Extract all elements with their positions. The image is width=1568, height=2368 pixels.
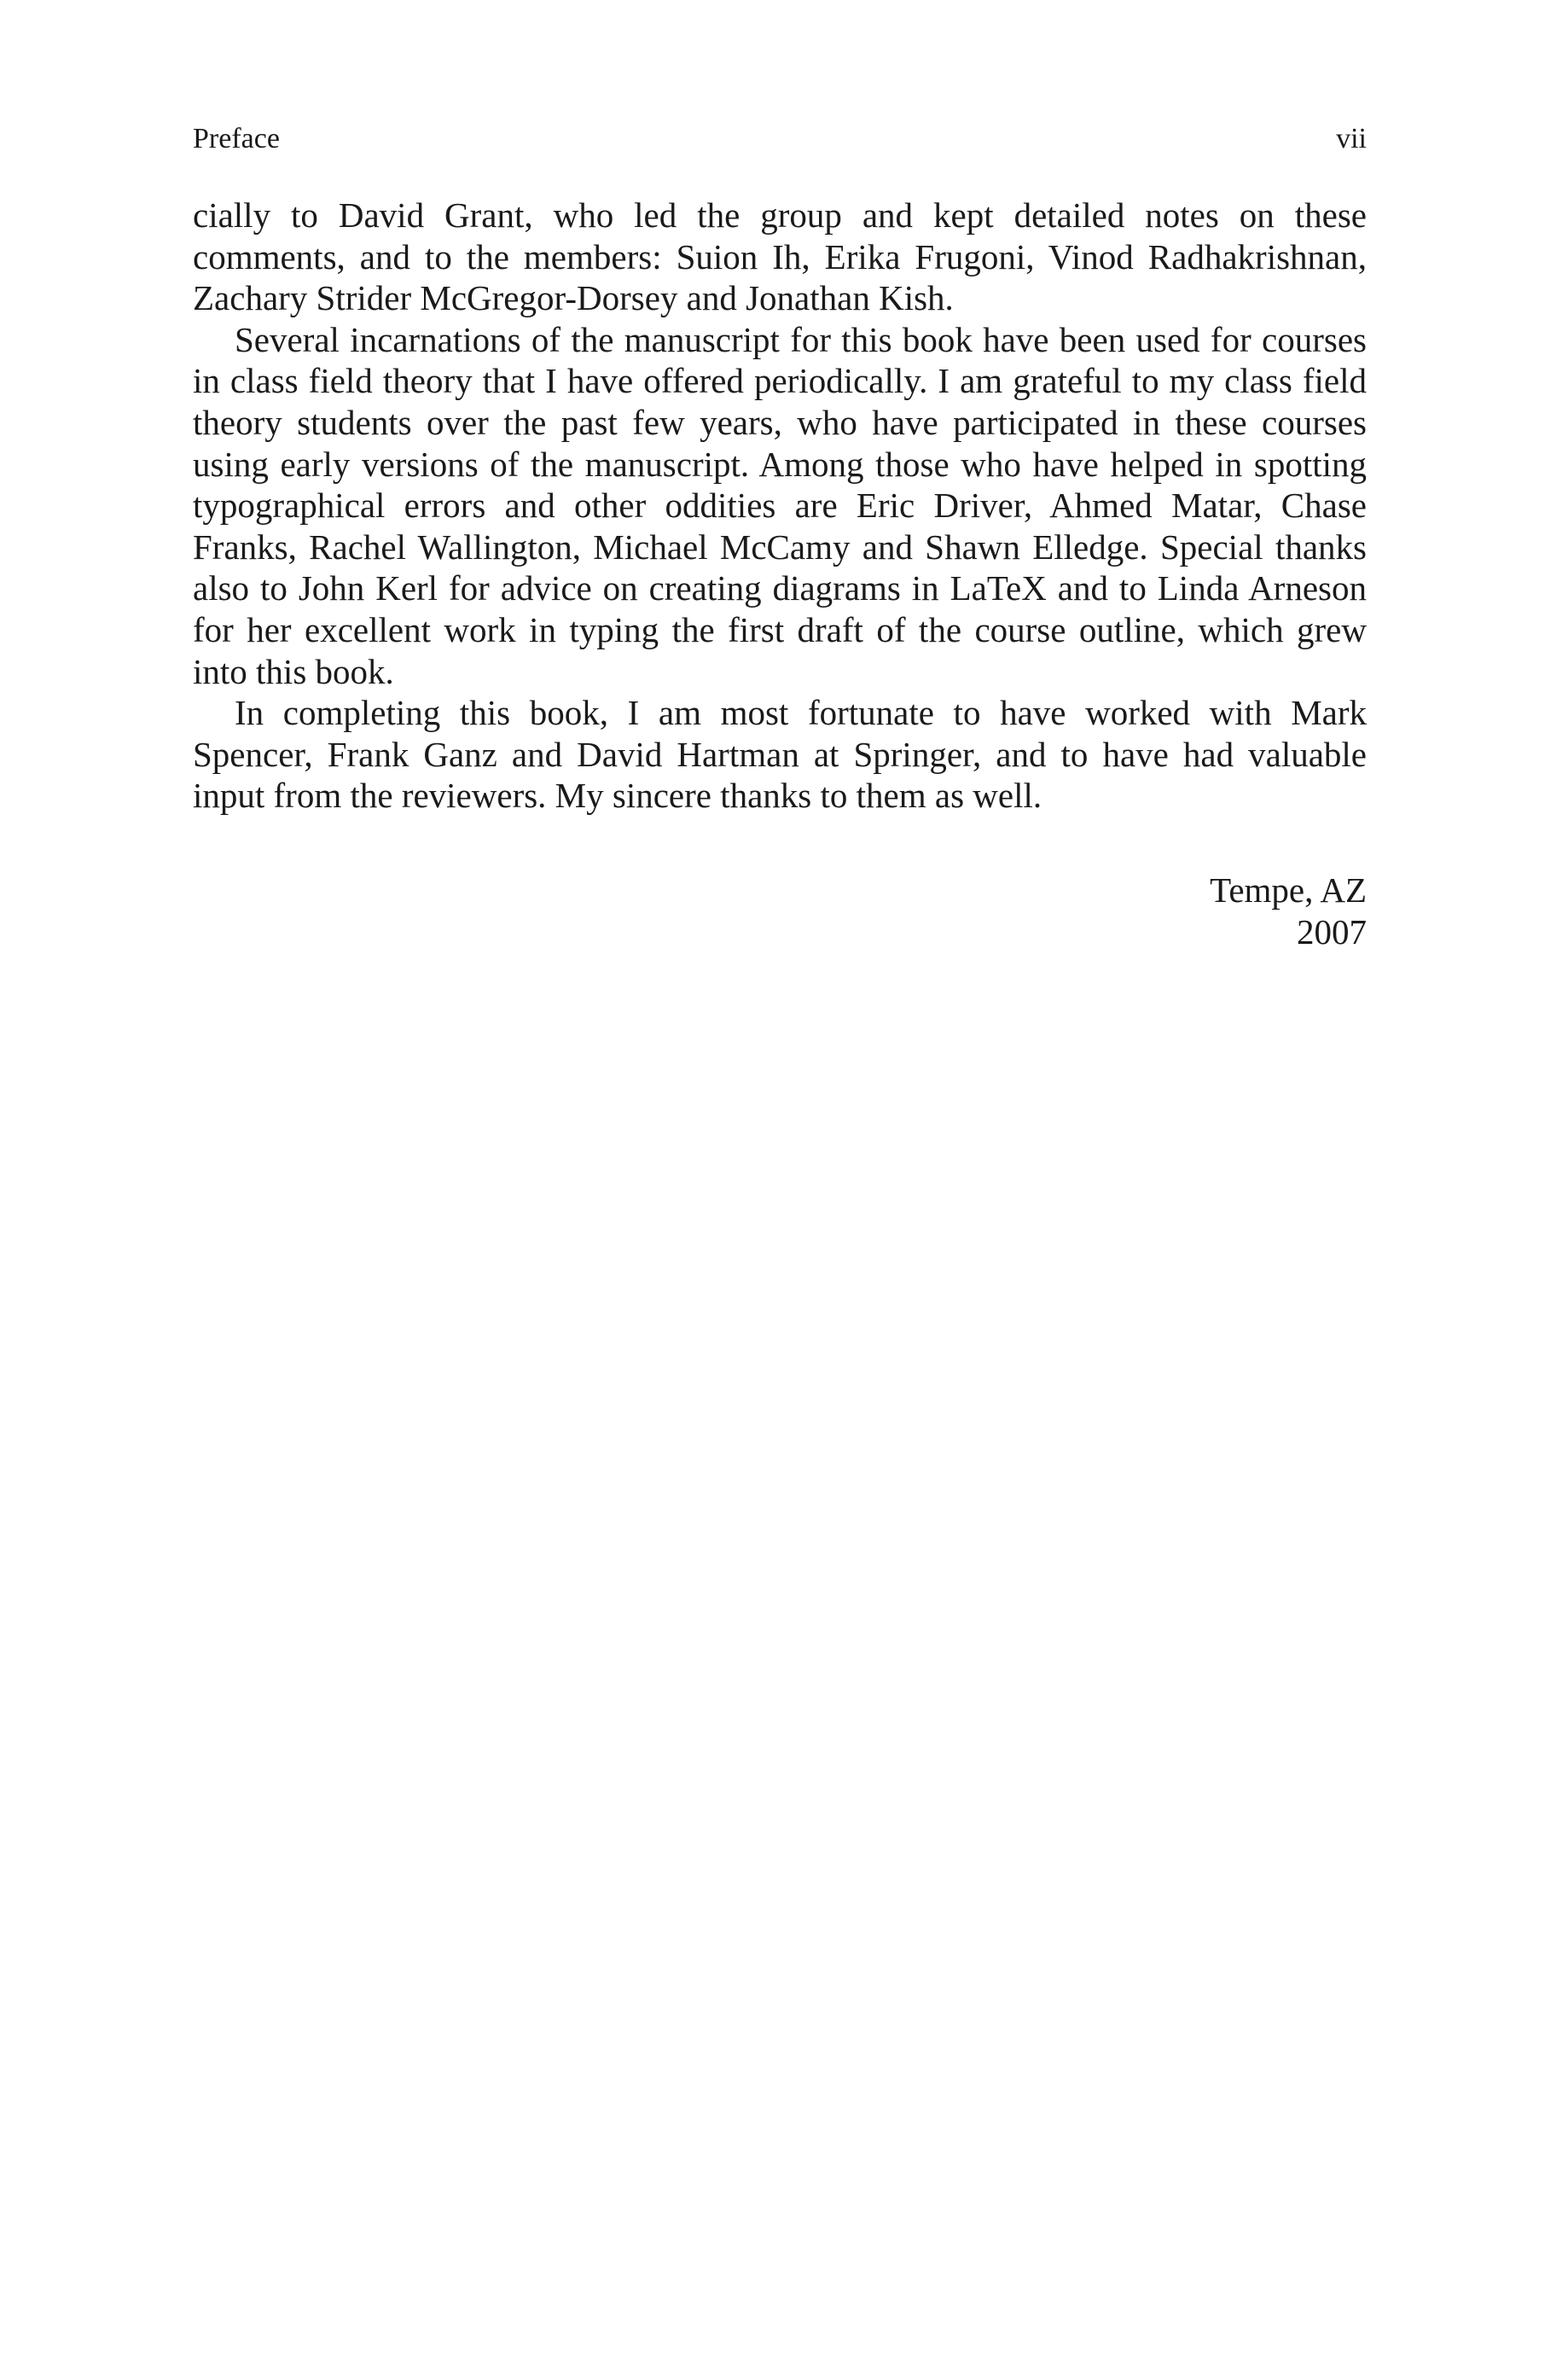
preface-body	[193, 195, 1367, 817]
body-paragraph: Several incarnations of the manuscript for this book have been used for courses in class field theory that I have offered periodically. I am grateful to my class field theory students over the past few years, who have participated in these courses using early versions of the manuscript. Among those who have helped in spotting typographical errors and other oddities are Eric Driver, Ahmed Matar, Chase Franks, Rachel Wallington, Michael McCamy and Shawn Elledge. Special thanks also to John Kerl for advice on creating diagrams in LaTeX and to Linda Arneson for her excellent work in typing the first draft of the course outline, which grew into this book.	[193, 319, 1367, 691]
body-paragraph: In completing this book, I am most fortunate to have worked with Mark Spencer, Frank Ganz and David Hartman at Springer, and to have had valuable input from the reviewers. My sincere thanks to them as well.	[193, 693, 1367, 816]
body-paragraph-continuation: cially to David Grant, who led the group and kept detailed notes on these comments, and to the members: Suion Ih, Erika Frugoni, Vinod Radhakrishnan, Zachary Strider McGregor-Dorsey and Jonathan Kish.	[193, 195, 1367, 318]
signature-year: 2007	[1297, 911, 1367, 951]
running-head	[193, 118, 1367, 160]
signature-place: Tempe, AZ	[1210, 870, 1367, 910]
running-head-title: Preface	[193, 123, 280, 154]
signature-block	[1210, 870, 1367, 952]
page-number: vii	[1336, 123, 1367, 154]
